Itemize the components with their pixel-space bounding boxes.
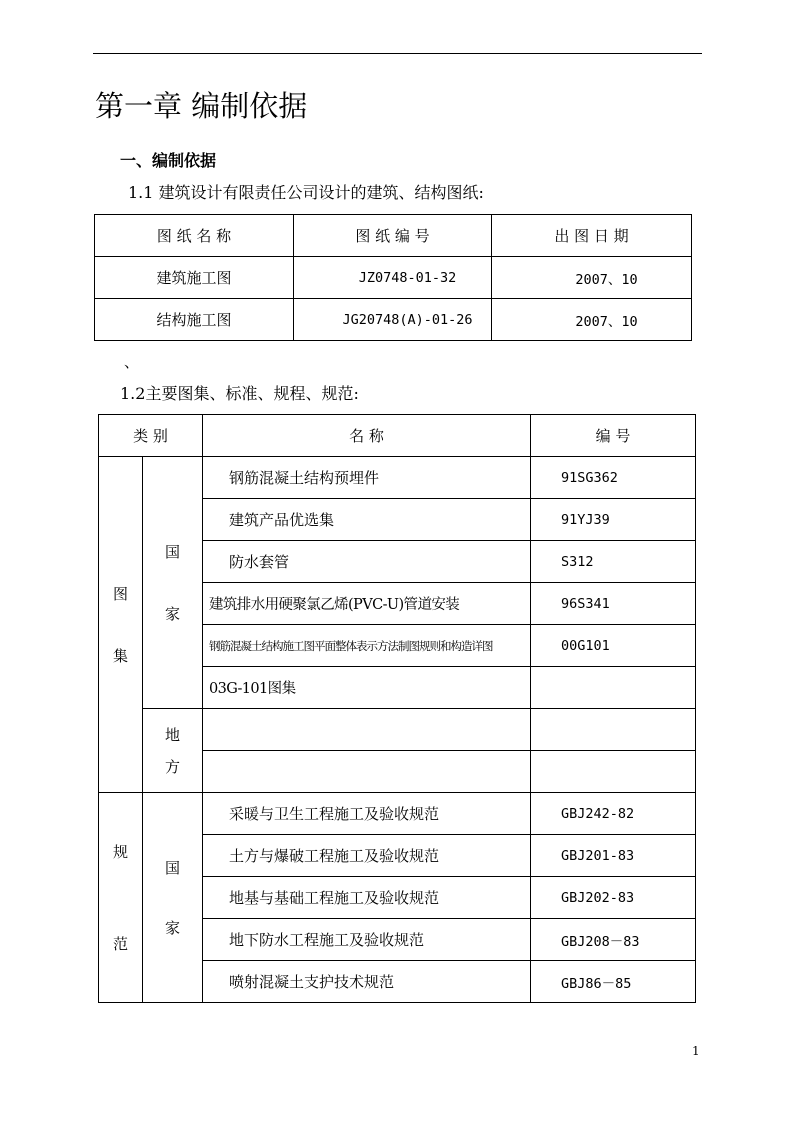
drawing-date: 2007、10 bbox=[492, 257, 692, 299]
table-row bbox=[99, 793, 696, 835]
header-rule bbox=[93, 53, 702, 54]
drawing-date: 2007、10 bbox=[492, 299, 692, 341]
header-category: 类 别 bbox=[99, 415, 203, 457]
standard-code bbox=[531, 667, 696, 709]
standard-name: 建筑排水用硬聚氯乙烯(PVC-U)管道安装 bbox=[203, 583, 531, 625]
drawings-table bbox=[94, 214, 692, 341]
standard-name bbox=[203, 751, 531, 793]
table-row bbox=[99, 457, 696, 499]
standard-code: 96S341 bbox=[531, 583, 696, 625]
standard-name: 钢筋混凝土结构预埋件 bbox=[203, 457, 531, 499]
drawing-name: 建筑施工图 bbox=[95, 257, 294, 299]
page-number: 1 bbox=[692, 1044, 700, 1058]
standard-code: 00G101 bbox=[531, 625, 696, 667]
standard-name: 钢筋混凝土结构施工图平面整体表示方法制图规则和构造详图 bbox=[203, 625, 531, 667]
scope-local: 地 方 bbox=[143, 709, 203, 793]
subsection-heading-2: 1.2主要图集、标准、规程、规范: bbox=[120, 384, 359, 403]
standard-name: 03G-101图集 bbox=[203, 667, 531, 709]
standard-code: 91SG362 bbox=[531, 457, 696, 499]
standard-code: GBJ86－85 bbox=[531, 961, 696, 1003]
standard-name: 建筑产品优选集 bbox=[203, 499, 531, 541]
subsection-heading-1: 1.1 建筑设计有限责任公司设计的建筑、结构图纸: bbox=[128, 183, 484, 202]
table-header-row bbox=[95, 215, 692, 257]
standard-code bbox=[531, 709, 696, 751]
table-header-row bbox=[99, 415, 696, 457]
standard-code: GBJ202-83 bbox=[531, 877, 696, 919]
standard-code: GBJ242-82 bbox=[531, 793, 696, 835]
category-atlas: 图 集 bbox=[99, 457, 143, 793]
section-heading: 一、编制依据 bbox=[120, 151, 217, 170]
drawing-number: JG20748(A)-01-26 bbox=[294, 299, 492, 341]
header-cell: 图 纸 名 称 bbox=[95, 215, 294, 257]
standard-name: 土方与爆破工程施工及验收规范 bbox=[203, 835, 531, 877]
header-code: 编 号 bbox=[531, 415, 696, 457]
header-cell: 出 图 日 期 bbox=[492, 215, 692, 257]
table-row bbox=[95, 299, 692, 341]
header-name: 名 称 bbox=[203, 415, 531, 457]
standard-name bbox=[203, 709, 531, 751]
standard-name: 地基与基础工程施工及验收规范 bbox=[203, 877, 531, 919]
drawing-name: 结构施工图 bbox=[95, 299, 294, 341]
standard-code: 91YJ39 bbox=[531, 499, 696, 541]
table-row bbox=[95, 257, 692, 299]
chapter-title: 第一章 编制依据 bbox=[95, 89, 308, 123]
category-codes: 规 范 bbox=[99, 793, 143, 1003]
stray-punctuation: 、 bbox=[124, 353, 140, 371]
standard-code: GBJ201-83 bbox=[531, 835, 696, 877]
standards-table bbox=[98, 414, 696, 1003]
scope-national: 国 家 bbox=[143, 793, 203, 1003]
standard-code: S312 bbox=[531, 541, 696, 583]
header-cell: 图 纸 编 号 bbox=[294, 215, 492, 257]
standard-name: 地下防水工程施工及验收规范 bbox=[203, 919, 531, 961]
drawing-number: JZ0748-01-32 bbox=[294, 257, 492, 299]
standard-name: 防水套管 bbox=[203, 541, 531, 583]
standard-code: GBJ208－83 bbox=[531, 919, 696, 961]
standard-code bbox=[531, 751, 696, 793]
standard-name: 喷射混凝土支护技术规范 bbox=[203, 961, 531, 1003]
table-row bbox=[99, 709, 696, 751]
scope-national: 国 家 bbox=[143, 457, 203, 709]
standard-name: 采暖与卫生工程施工及验收规范 bbox=[203, 793, 531, 835]
